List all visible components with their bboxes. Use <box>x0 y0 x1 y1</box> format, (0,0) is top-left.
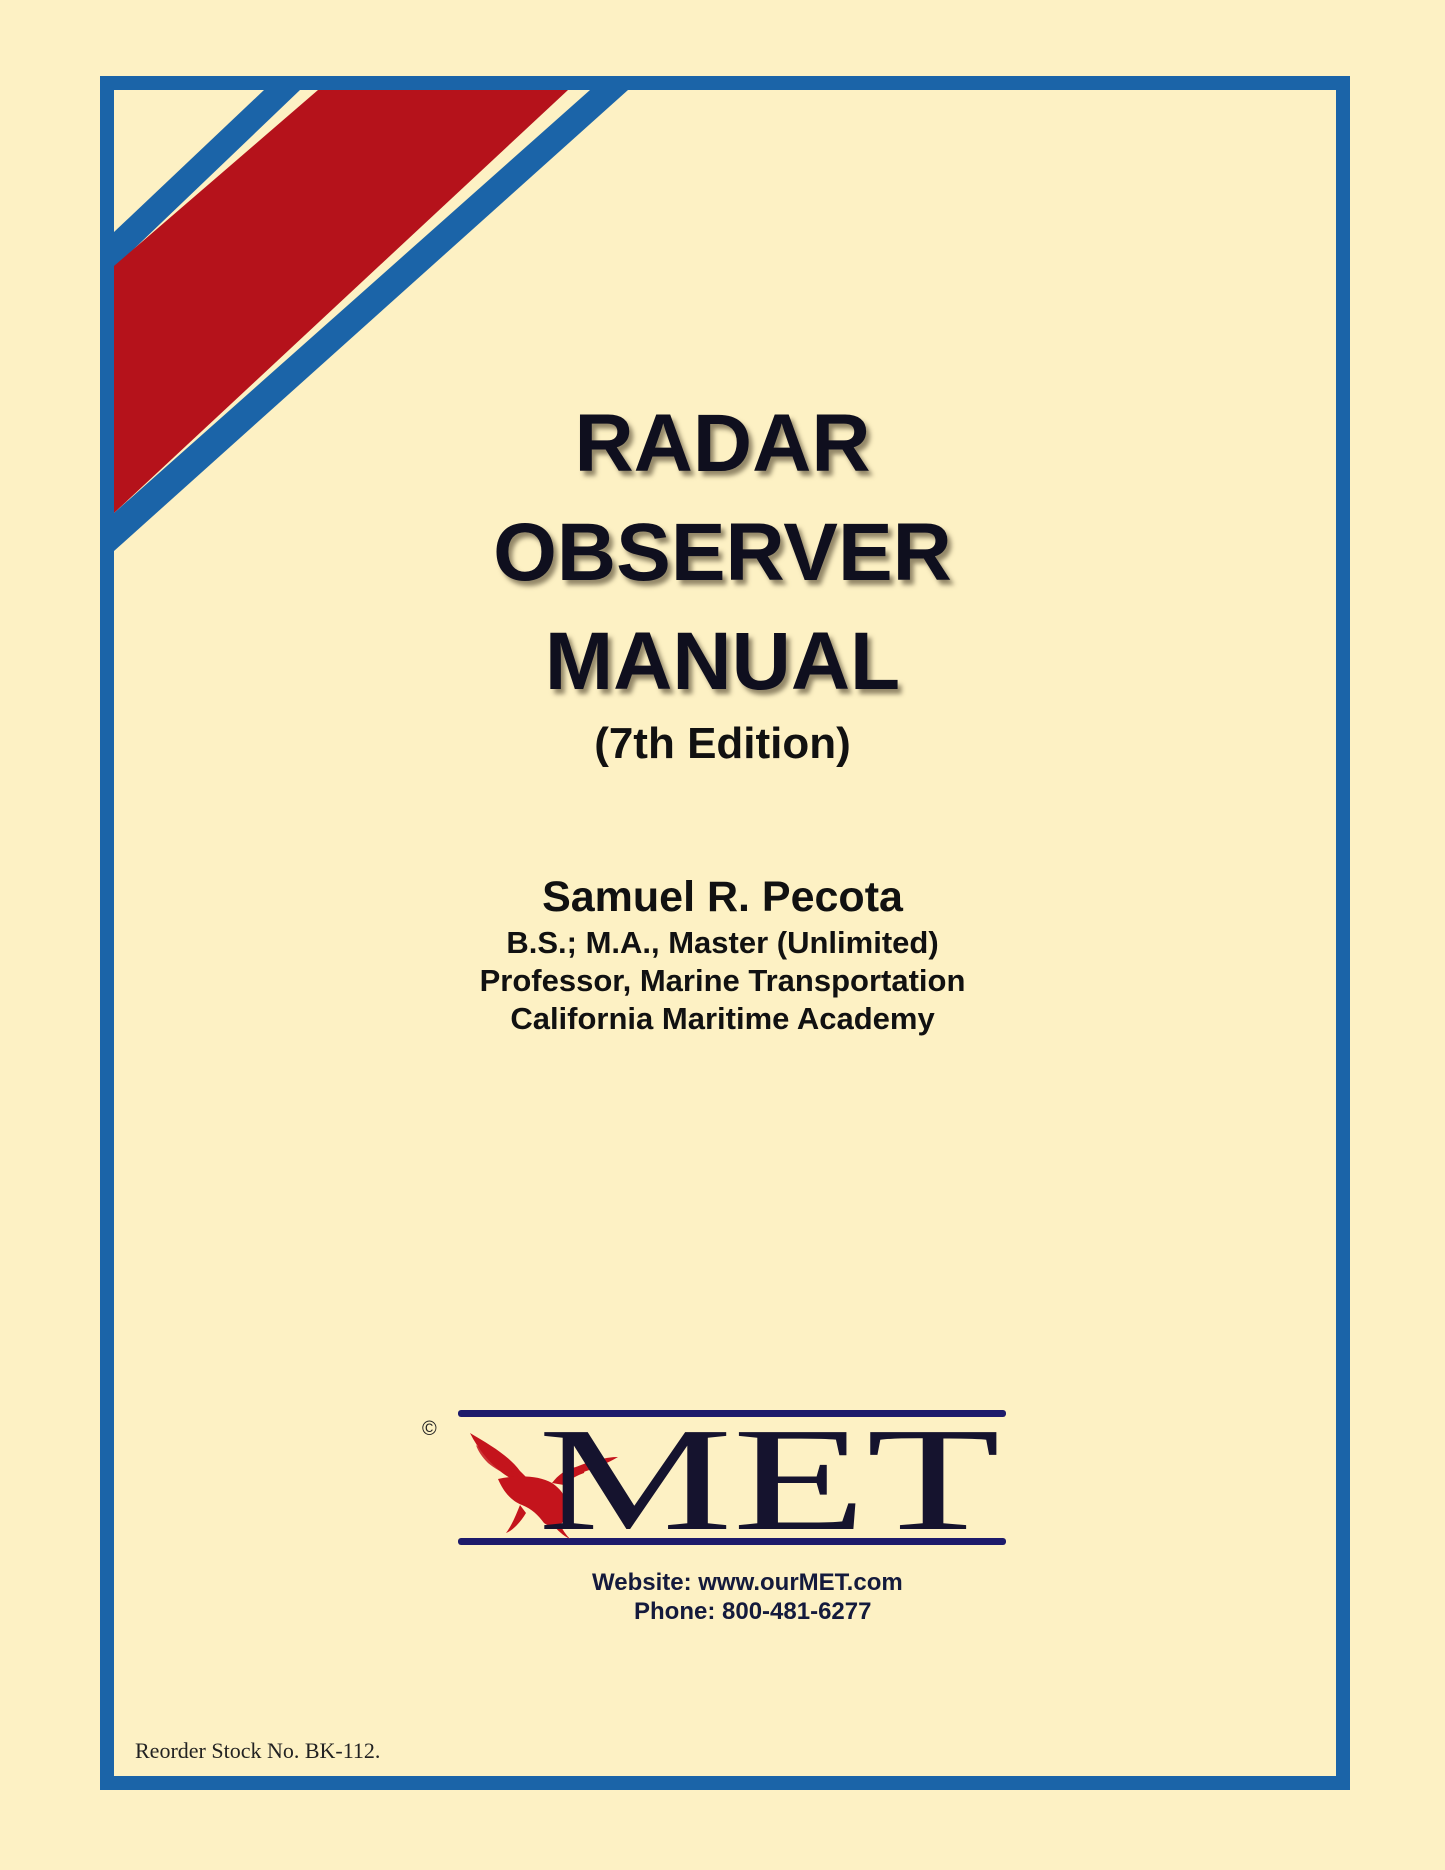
met-logo <box>420 1405 1020 1555</box>
edition-label: (7th Edition) <box>594 719 851 768</box>
author-position: Professor, Marine Transportation <box>479 963 966 998</box>
phone-text: Phone: 800-481-6277 <box>634 1598 872 1625</box>
title-line-1: RADAR <box>574 398 871 489</box>
copyright-symbol: © <box>422 1418 437 1440</box>
author-credentials: B.S.; M.A., Master (Unlimited) <box>506 925 939 960</box>
title-line-2: OBSERVER <box>493 507 952 598</box>
reorder-stock-number: Reorder Stock No. BK-112. <box>135 1738 381 1763</box>
website-text: Website: www.ourMET.com <box>592 1569 903 1596</box>
author-name: Samuel R. Pecota <box>542 873 903 921</box>
logo-text: MET <box>538 1405 1000 1555</box>
author-institution: California Maritime Academy <box>510 1001 935 1036</box>
title-line-3: MANUAL <box>544 616 901 707</box>
